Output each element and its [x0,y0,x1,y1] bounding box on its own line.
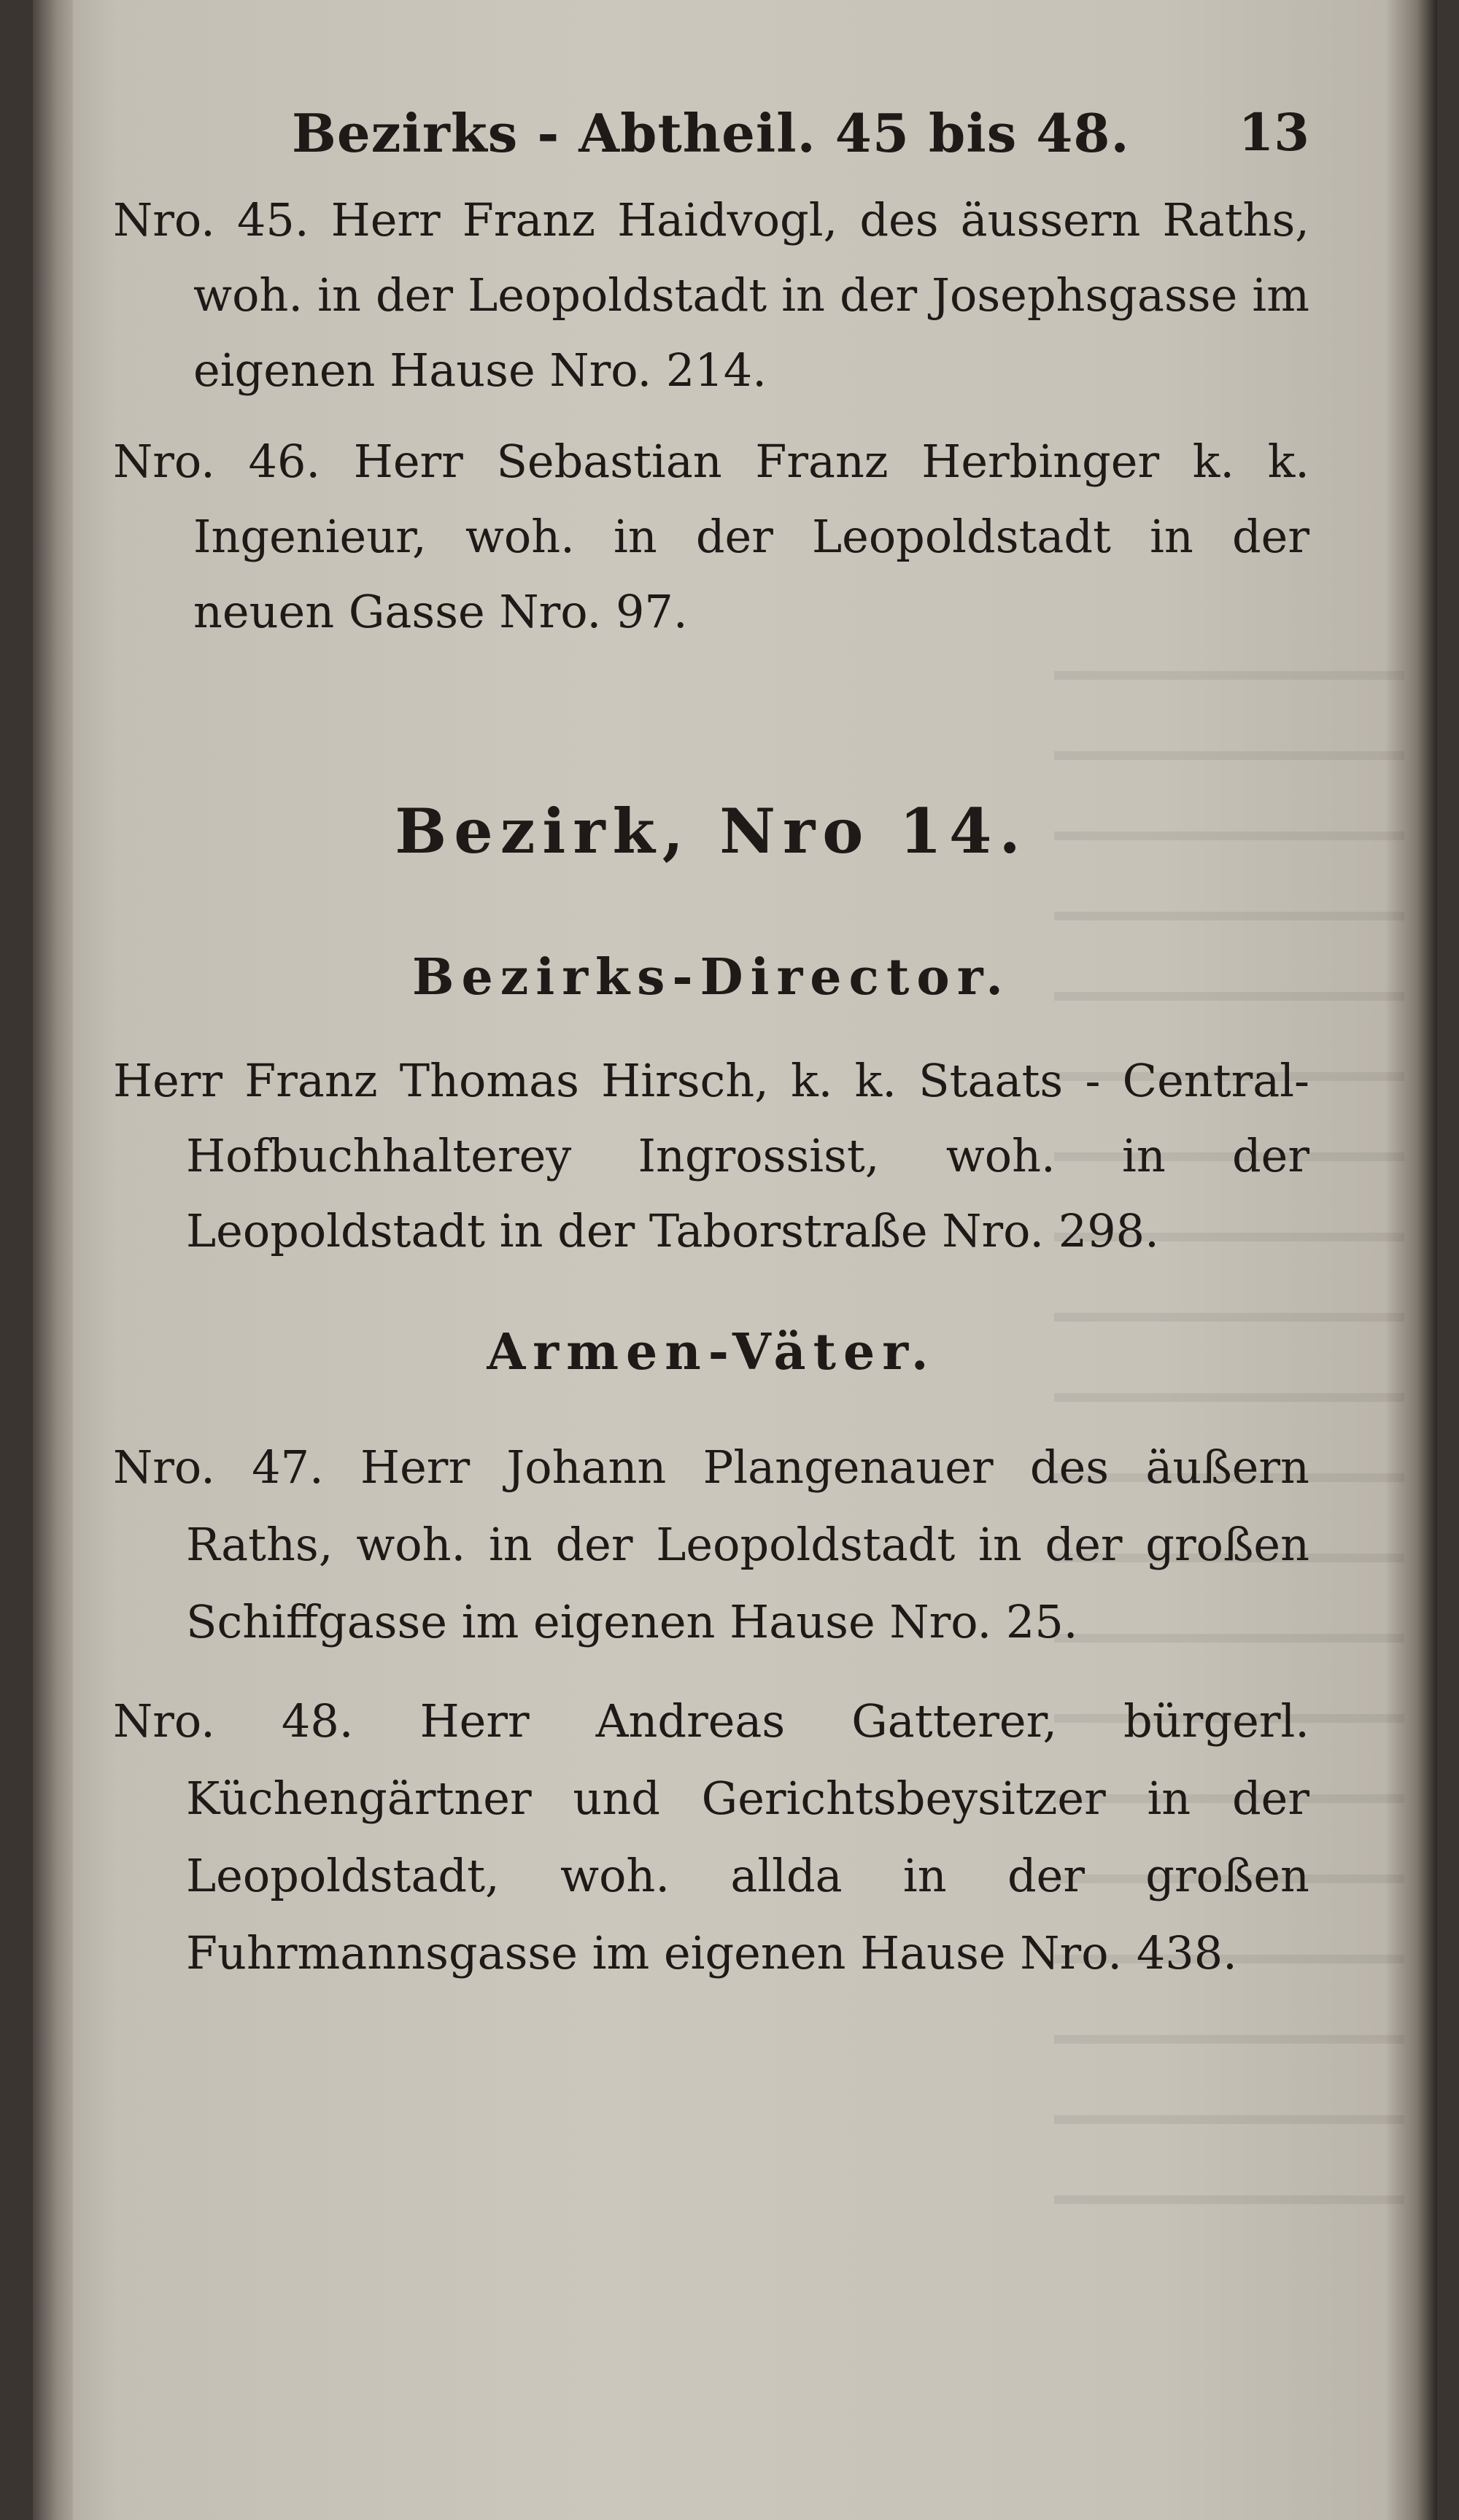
entry-48: Nro. 48. Herr Andreas Gatterer, bürgerl. Küchengärtner und Gerichtsbeysitzer in der Leopoldstadt, woh. allda in der großen Fuhrmannsgasse im eigenen Hause Nro. 438. [113,1694,1309,1980]
district-heading: Bezirk, Nro 14. [395,795,1028,867]
armen-entries [113,1429,1309,1992]
director-heading: Bezirks-Director. [412,948,1010,1007]
entry-46: Nro. 46. Herr Sebastian Franz Herbinger k. k. Ingenieur, woh. in der Leopoldstadt in der neuen Gasse Nro. 97. [113,435,1309,638]
running-title: Bezirks - Abtheil. 45 bis 48. [292,102,1130,164]
entry-45: Nro. 45. Herr Franz Haidvogl, des äussern Raths, woh. in der Leopoldstadt in der Josephsgasse im eigenen Hause Nro. 214. [113,193,1309,397]
book-spine-shadow [33,0,73,2520]
page-content [113,88,1309,2014]
running-head [113,88,1309,182]
entry-47: Nro. 47. Herr Johann Plangenauer des äußern Raths, woh. in der Leopoldstadt in der großen Schiffgasse im eigenen Hause Nro. 25. [113,1441,1309,1648]
director-entry: Herr Franz Thomas Hirsch, k. k. Staats - Central-Hofbuchhalterey Ingrossist, woh. in der Leopoldstadt in der Taborstraße Nro. 298. [113,1054,1309,1257]
armen-vaeter-heading: Armen-Väter. [487,1323,936,1381]
page-number: 13 [1238,102,1309,163]
